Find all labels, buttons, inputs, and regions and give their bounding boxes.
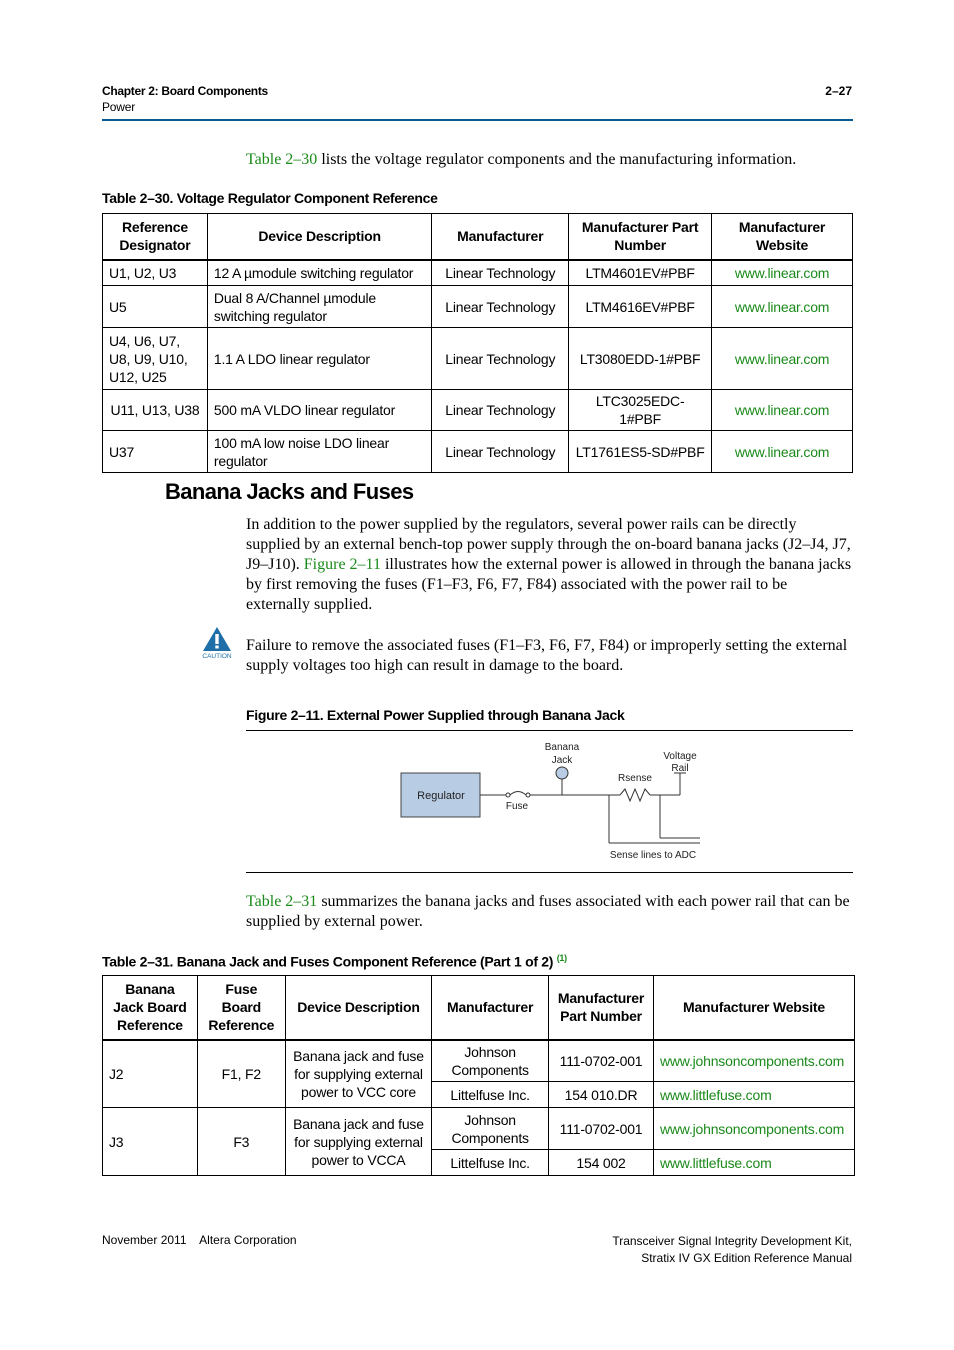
intro-paragraph: Table 2–30 lists the voltage regulator components and the manufacturing information.: [246, 151, 797, 168]
figure-caption: Figure 2–11. External Power Supplied through Banana Jack: [246, 707, 625, 723]
svg-text:Jack: Jack: [551, 755, 573, 766]
col-website: Manufacturer Website: [653, 976, 854, 1040]
svg-text:Sense lines to ADC: Sense lines to ADC: [609, 850, 697, 861]
banana-jack-fuse-table: [102, 975, 855, 1176]
table-2-30-link[interactable]: Table 2–30: [246, 151, 318, 168]
table-header-row: [103, 976, 855, 1040]
table-row: J3 F3 Banana jack and fuse for supplying external power to VCCA Johnson Components 111-0702-001 www.johnsoncomponents.com: [103, 1108, 855, 1150]
col-reference-designator: Reference Designator: [103, 214, 208, 260]
website-link[interactable]: www.johnsoncomponents.com: [659, 1120, 845, 1137]
table-row: U11, U13, U38 500 mA VLDO linear regulator Linear Technology LTC3025EDC-1#PBF www.linear.com: [103, 390, 853, 431]
table-row: U1, U2, U3 12 A µmodule switching regulator Linear Technology LTM4601EV#PBF www.linear.com: [103, 260, 853, 286]
website-link[interactable]: www.johnsoncomponents.com: [659, 1052, 845, 1069]
col-website: Manufacturer Website: [712, 214, 853, 260]
col-part-number: Manufacturer Part Number: [569, 214, 712, 260]
table-30-caption: Table 2–30. Voltage Regulator Component Reference: [102, 190, 438, 206]
footer-manual-title: Transceiver Signal Integrity Development Kit, Stratix IV GX Edition Reference Manual: [612, 1234, 852, 1265]
table-row: Littelfuse Inc. 154 010.DR www.littlefuse.com: [103, 1082, 855, 1108]
svg-text:Banana: Banana: [544, 742, 580, 753]
website-link[interactable]: www.littlefuse.com: [659, 1154, 772, 1171]
table-row: U5 Dual 8 A/Channel µmodule switching regulator Linear Technology LTM4616EV#PBF www.linear.com: [103, 286, 853, 328]
col-device-description: Device Description: [207, 214, 431, 260]
col-fuse-ref: Fuse Board Reference: [197, 976, 285, 1040]
table-31-intro-paragraph: Table 2–31 summarizes the banana jacks and fuses associated with each power rail that can be supplied by external power.: [246, 893, 850, 930]
table-row: Littelfuse Inc. 154 002 www.littlefuse.com: [103, 1150, 855, 1176]
footnote-link[interactable]: (1): [556, 953, 567, 963]
voltage-regulator-table: [102, 213, 853, 473]
col-part-number: Manufacturer Part Number: [549, 976, 654, 1040]
caution-icon: [200, 626, 234, 660]
figure-top-rule: [246, 730, 853, 731]
page-number: 2–27: [825, 84, 852, 98]
caution-text: Failure to remove the associated fuses (F1–F3, F6, F7, F84) or improperly setting the external supply voltages too high can result in damage to the board.: [246, 637, 848, 674]
col-manufacturer: Manufacturer: [432, 976, 549, 1040]
chapter-title: Chapter 2: Board Components: [102, 84, 268, 98]
svg-text:CAUTION: CAUTION: [202, 653, 232, 660]
table-31-caption: Table 2–31. Banana Jack and Fuses Component Reference (Part 1 of 2) $^{(1)}$: [102, 953, 567, 970]
table-row: J2 F1, F2 Banana jack and fuse for supplying external power to VCC core Johnson Components 111-0702-001 www.johnsoncomponents.com: [103, 1040, 855, 1082]
website-link[interactable]: www.linear.com: [734, 298, 830, 315]
svg-text:Voltage: Voltage: [663, 751, 697, 762]
col-banana-jack-ref: Banana Jack Board Reference: [103, 976, 198, 1040]
figure-bottom-rule: [246, 872, 853, 873]
website-link[interactable]: www.linear.com: [734, 443, 830, 460]
website-link[interactable]: www.littlefuse.com: [659, 1086, 772, 1103]
col-device-description: Device Description: [285, 976, 431, 1040]
header-rule: [102, 119, 853, 121]
footer-date-company: November 2011 Altera Corporation: [102, 1233, 297, 1247]
svg-text:Fuse: Fuse: [505, 801, 529, 812]
col-manufacturer: Manufacturer: [432, 214, 569, 260]
table-header-row: [103, 214, 853, 260]
table-row: U37 100 mA low noise LDO linear regulator Linear Technology LT1761ES5-SD#PBF www.linear.com: [103, 431, 853, 473]
table-row: U4, U6, U7, U8, U9, U10, U12, U25 1.1 A LDO linear regulator Linear Technology LT3080EDD-1#PBF www.linear.com: [103, 328, 853, 390]
website-link[interactable]: www.linear.com: [734, 402, 830, 418]
section-name: Power: [102, 100, 136, 114]
website-link[interactable]: www.linear.com: [734, 264, 830, 281]
table-2-31-link[interactable]: Table 2–31: [246, 893, 318, 910]
svg-text:Regulator: Regulator: [417, 790, 465, 802]
svg-text:Rail: Rail: [671, 763, 689, 774]
banana-jack-diagram: [390, 735, 710, 865]
figure-2-11-link[interactable]: Figure 2–11: [303, 556, 381, 573]
svg-text:Rsense: Rsense: [618, 773, 652, 784]
section-heading: Banana Jacks and Fuses: [165, 479, 414, 504]
website-link[interactable]: www.linear.com: [734, 350, 830, 367]
banana-jacks-paragraph: In addition to the power supplied by the regulators, several power rails can be directly supplied by an external bench-top power supply through the on-board banana jacks (J2–J4, J7, J9–J10). Figure 2–11 illustrates how the external power is allowed in through the banana jacks by first removing the fuses (F1–F3, F6, F7, F84) associated with the power rail to be externally supplied.: [246, 516, 852, 613]
